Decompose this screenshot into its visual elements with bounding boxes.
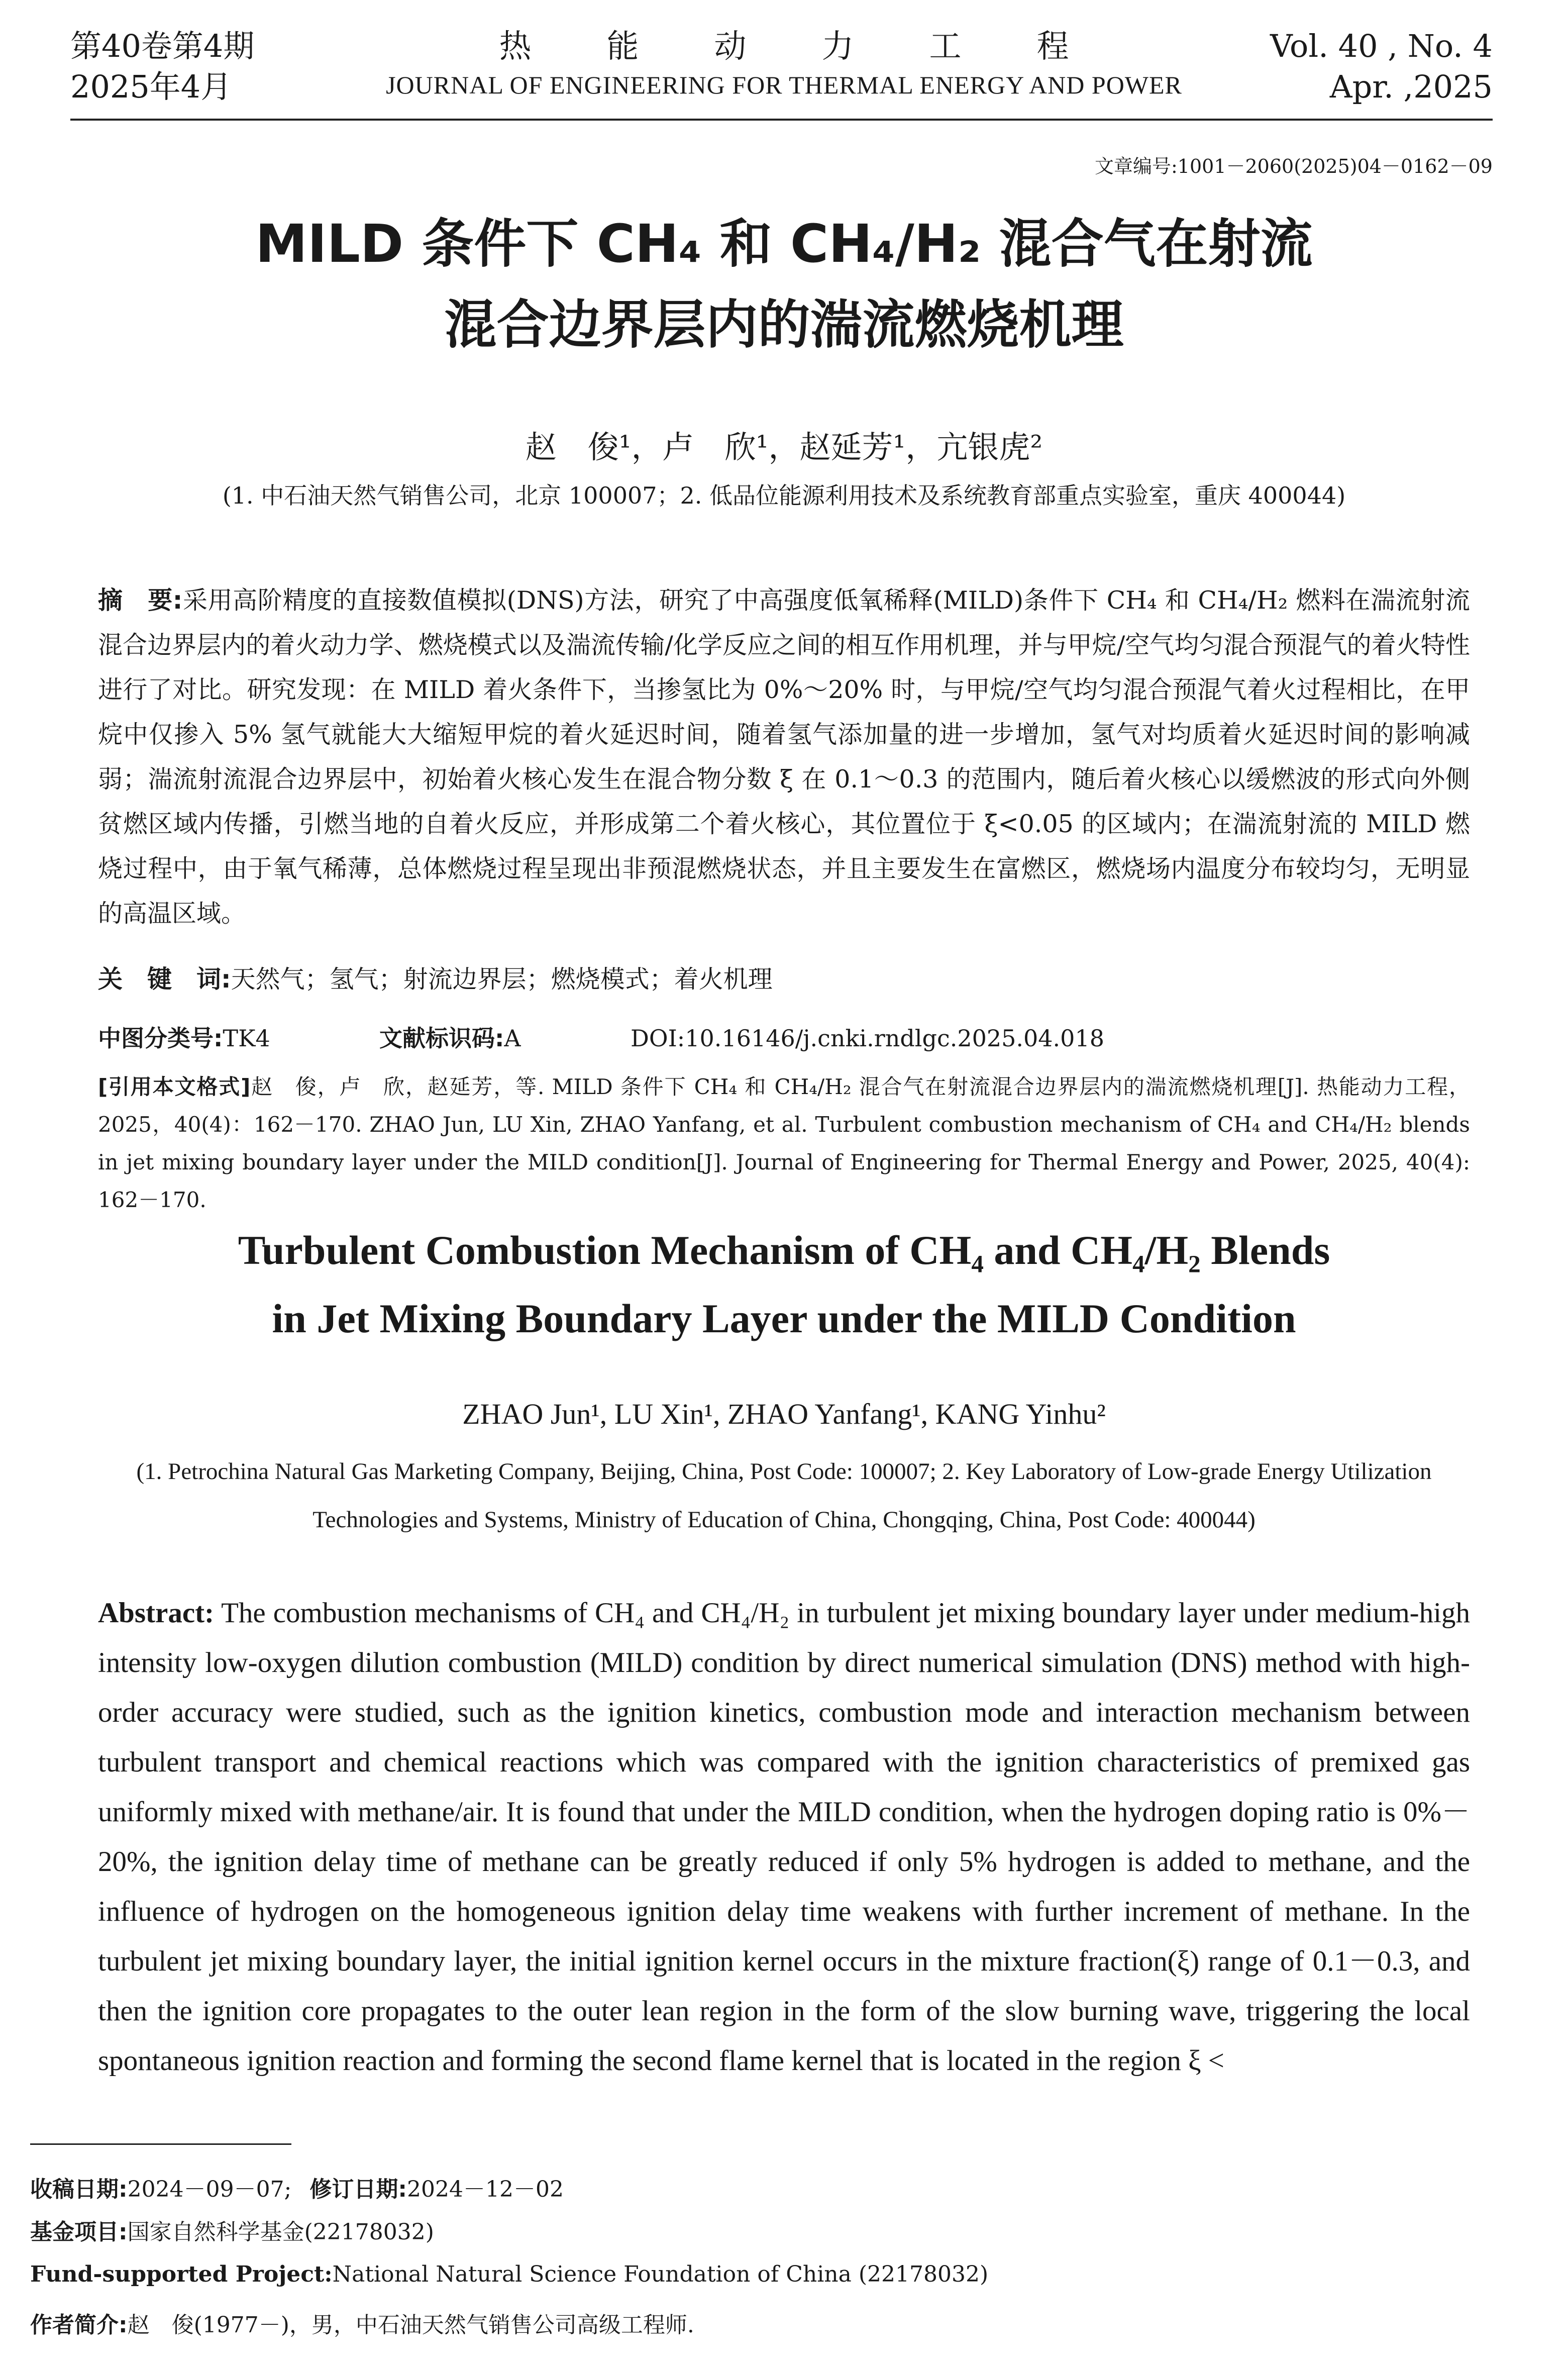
- abstract-en-label: Abstract:: [98, 1597, 215, 1629]
- abstract-en-text: The combustion mechanisms of CH₄ and CH₄/H₂ in turbulent jet mixing boundary layer under medium-high intensity low-oxygen dilution combustion (MILD) condition by direct numerical simulation (DNS) method with high-order accuracy were studied, such as the ignition kinetics, combustion mode and interaction mechanism between turbulent transport and chemical reactions which was compared with the ignition characteristics of premixed gas uniformly mixed with methane/air. It is found that under the MILD condition, when the hydrogen doping ratio is 0%－20%, the ignition delay time of methane can be greatly reduced if only 5% hydrogen is added to methane, and the influence of hydrogen on the homogeneous ignition delay time weakens with further increment of methane. In the turbulent jet mixing boundary layer, the initial ignition kernel occurs in the mixture fraction(ξ) range of 0.1－0.3, and then the ignition core propagates to the outer lean region in the form of the slow burning wave, triggering the local spontaneous ignition reaction and forming the second flame kernel that is located in the region ξ <: [98, 1597, 1470, 2077]
- title-cn-line2: 混合边界层内的湍流燃烧机理: [444, 294, 1124, 356]
- date-cn: 2025年4月: [70, 68, 232, 105]
- clc-value: TK4: [223, 1025, 270, 1052]
- title-en-line2: in Jet Mixing Boundary Layer under the MILD Condition: [272, 1296, 1296, 1341]
- title-en-line1: Turbulent Combustion Mechanism of CH₄ and CH₄/H₂ Blends: [238, 1227, 1330, 1273]
- authors-cn: 赵 俊¹，卢 欣¹，赵延芳¹，亢银虎²: [525, 429, 1043, 465]
- fund-en-value: National Natural Science Foundation of China (22178032): [332, 2261, 989, 2287]
- journal-name-cn: 热能动力工程: [499, 28, 1144, 65]
- clc-label: 中图分类号:: [98, 1025, 223, 1052]
- date-en: Apr. ,2025: [1329, 68, 1493, 105]
- doi-value[interactable]: 10.16146/j.cnki.rndlgc.2025.04.018: [685, 1025, 1104, 1052]
- title-en: [0, 1216, 1568, 1353]
- footnote-fund-cn: [30, 2214, 434, 2246]
- footnote-divider: [30, 2143, 291, 2145]
- classification-row: [98, 1020, 1470, 1053]
- article-number: 文章编号:1001－2060(2025)04－0162－09: [1095, 155, 1493, 177]
- bio-value: 赵 俊(1977－)，男，中石油天然气销售公司高级工程师.: [127, 2312, 694, 2338]
- affiliations-en: (1. Petrochina Natural Gas Marketing Company, Beijing, China, Post Code: 100007; 2. Key Laboratory of Low-grade Energy Utilization Technologies and Systems, Ministry of Education of China, Chongqing, China, Post Code: 400044): [136, 1458, 1432, 1533]
- keywords-cn: [98, 960, 773, 995]
- doi-label: DOI:: [631, 1025, 685, 1052]
- footnote-fund-en: [30, 2261, 988, 2287]
- received-label: 收稿日期:: [30, 2177, 128, 2202]
- keywords-cn-label: 关 键 词:: [98, 965, 231, 994]
- footnote-bio: [30, 2307, 694, 2339]
- footnote-dates: [30, 2171, 564, 2203]
- received-value: 2024－09－07;: [127, 2177, 292, 2202]
- fund-en-label: Fund-supported Project:: [30, 2261, 333, 2287]
- title-cn: [0, 204, 1568, 365]
- title-cn-line1: MILD 条件下 CH₄ 和 CH₄/H₂ 混合气在射流: [255, 213, 1313, 274]
- doc-code-label: 文献标识码:: [379, 1025, 504, 1052]
- citation-text: 赵 俊，卢 欣，赵延芳，等. MILD 条件下 CH₄ 和 CH₄/H₂ 混合气在射流混合边界层内的湍流燃烧机理[J]. 热能动力工程，2025，40(4)：162－170. ZHAO Jun, LU Xin, ZHAO Yanfang, et al. Turbulent combustion mechanism of CH₄ and CH₄/H₂ blends in jet mixing boundary layer under the MILD condition[J]. Journal of Engineering for Thermal Energy and Power, 2025, 40(4): 162－170.: [98, 1074, 1470, 1212]
- bio-label: 作者简介:: [30, 2312, 128, 2338]
- abstract-en: [98, 1588, 1470, 2086]
- abstract-cn-label: 摘 要:: [98, 586, 183, 615]
- abstract-cn-text: 采用高阶精度的直接数值模拟(DNS)方法，研究了中高强度低氧稀释(MILD)条件下 CH₄ 和 CH₄/H₂ 燃料在湍流射流混合边界层内的着火动力学、燃烧模式以及湍流传输/化学反应之间的相互作用机理，并与甲烷/空气均匀混合预混气的着火特性进行了对比。研究发现：在 MILD 着火条件下，当掺氢比为 0%～20% 时，与甲烷/空气均匀混合预混气着火过程相比，在甲烷中仅掺入 5% 氢气就能大大缩短甲烷的着火延迟时间，随着氢气添加量的进一步增加，氢气对均质着火延迟时间的影响减弱；湍流射流混合边界层中，初始着火核心发生在混合物分数 ξ 在 0.1～0.3 的范围内，随后着火核心以缓燃波的形式向外侧贫燃区域内传播，引燃当地的自着火反应，并形成第二个着火核心，其位置位于 ξ<0.05 的区域内；在湍流射流的 MILD 燃烧过程中，由于氧气稀薄，总体燃烧过程呈现出非预混燃烧状态，并且主要发生在富燃区，燃烧场内温度分布较均匀，无明显的高温区域。: [98, 586, 1470, 928]
- revised-value: 2024－12－02: [407, 2177, 564, 2202]
- affiliations-cn: (1. 中石油天然气销售公司，北京 100007；2. 低品位能源利用技术及系统教育部重点实验室，重庆 400044): [222, 482, 1346, 509]
- journal-name-en: JOURNAL OF ENGINEERING FOR THERMAL ENERGY AND POWER: [386, 71, 1182, 100]
- revised-label: 修订日期:: [309, 2177, 407, 2202]
- keywords-cn-text: 天然气；氢气；射流边界层；燃烧模式；着火机理: [231, 965, 773, 994]
- fund-cn-label: 基金项目:: [30, 2219, 128, 2245]
- abstract-cn: [98, 578, 1470, 936]
- authors-en: ZHAO Jun¹, LU Xin¹, ZHAO Yanfang¹, KANG Yinhu²: [462, 1398, 1106, 1430]
- header-divider: [70, 119, 1493, 121]
- doc-code-value: A: [504, 1025, 521, 1052]
- volume-issue-cn: 第40卷第4期: [70, 28, 255, 64]
- citation-label: [引用本文格式]: [98, 1074, 251, 1099]
- issue-info-en: [1270, 26, 1493, 107]
- volume-issue-en: Vol. 40 , No. 4: [1270, 28, 1493, 64]
- fund-cn-value: 国家自然科学基金(22178032): [127, 2219, 434, 2245]
- citation: [98, 1068, 1470, 1219]
